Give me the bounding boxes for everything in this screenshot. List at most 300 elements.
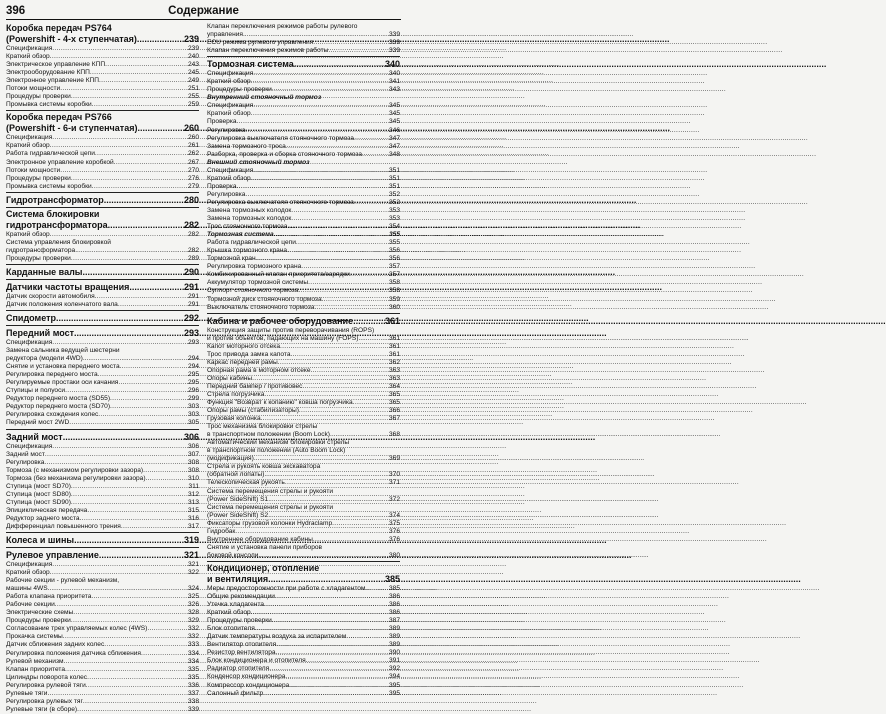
page-header [6,5,401,20]
entry-title: Задний мост [6,450,45,458]
entry-title: Регулировка рулевых тяг [6,697,83,705]
dot-leader [90,69,187,77]
dot-leader [92,183,187,191]
entry-title: Спецификация [207,166,254,174]
toc-entry[interactable] [207,641,400,649]
dot-leader [256,255,388,263]
dot-leader [73,609,187,617]
dot-leader [141,650,187,658]
toc-entry[interactable] [207,279,400,287]
entry-title: Электронное управление коробкой [6,158,114,166]
entry-title: Стрела погрузчика [207,390,265,398]
entry-page-number: 353 [388,206,400,214]
entry-page-number: 341 [388,78,400,86]
entry-title: Общие рекомендации [207,593,275,600]
toc-heading[interactable] [207,59,400,70]
dot-leader [71,499,187,507]
toc-entry[interactable] [6,625,199,633]
toc-entry[interactable] [6,641,199,649]
toc-entry[interactable] [207,183,400,191]
dot-leader [291,207,388,215]
toc-heading[interactable] [207,574,400,585]
entry-page-number: 339 [388,47,400,55]
toc-entry[interactable] [207,512,400,520]
entry-title: ECU режима рулевого управления [207,39,314,47]
toc-heading[interactable] [6,34,199,45]
dot-leader [83,267,183,278]
toc-heading[interactable] [6,313,199,324]
entry-title: Спецификация [207,102,254,110]
entry-page-number: 365 [388,399,400,407]
toc-heading[interactable] [6,328,199,339]
toc-entry[interactable] [6,690,199,698]
toc-entry[interactable] [207,94,400,102]
entry-title: Регулировка [207,126,246,134]
entry-page-number: 333 [187,641,199,649]
entry-page-number: 321 [187,561,199,569]
dot-leader [306,657,388,665]
toc-entry[interactable] [207,151,400,159]
toc-entry[interactable] [6,561,199,569]
entry-page-number: 293 [187,338,199,346]
toc-entry[interactable] [207,304,400,312]
entry-title: Внутреннее оборудование кабины [207,535,313,543]
entry-page-number: 365 [388,390,400,398]
entry-title: Рулевые тяги [6,689,48,697]
entry-title: Капот моторного отсека [207,342,280,350]
dot-leader [235,528,388,536]
toc-entry[interactable] [207,447,400,455]
toc-heading[interactable] [6,23,199,33]
entry-title: (модификация) [207,455,254,463]
toc-entry[interactable] [6,674,199,682]
toc-entry[interactable] [6,475,199,483]
toc-entry[interactable] [6,301,199,309]
toc-entry[interactable] [6,239,199,247]
dot-leader [108,220,183,231]
entry-page-number: 335 [187,673,199,681]
entry-page-number: 267 [187,158,199,166]
toc-entry[interactable] [207,625,400,633]
toc-entry[interactable] [6,403,199,411]
toc-entry[interactable] [6,183,199,191]
toc-entry[interactable] [6,363,199,371]
toc-entry[interactable] [6,347,199,355]
toc-entry[interactable] [207,255,400,263]
entry-title: Потоки мощности [6,166,61,174]
entry-title: Аккумулятор тормозной системы [207,279,309,287]
entry-title: машины 4WS [6,585,48,593]
toc-entry[interactable] [207,423,400,431]
dot-leader [60,85,187,93]
dot-leader [147,625,187,633]
toc-entry[interactable] [6,523,199,531]
toc-entry[interactable] [207,633,400,641]
toc-entry[interactable] [207,585,400,593]
dot-leader [251,609,388,617]
toc-entry[interactable] [207,175,400,183]
toc-entry[interactable] [207,415,400,423]
entry-page-number: 386 [388,601,400,609]
entry-title: Краткий обзор [207,609,251,617]
entry-title: Процедуры проверки [207,86,272,94]
entry-title: Опоры кабины [207,374,253,382]
toc-entry[interactable] [6,247,199,255]
toc-entry[interactable] [207,39,400,47]
toc-entry[interactable] [207,520,400,528]
dot-leader [287,223,388,231]
entry-title: Работа гидравлической цепи [207,239,296,247]
toc-heading[interactable] [6,209,199,219]
entry-page-number: 395 [388,681,400,689]
entry-page-number: 313 [187,498,199,506]
toc-heading[interactable] [6,220,199,231]
toc-entry[interactable] [6,507,199,515]
dot-leader [74,328,183,339]
toc-entry[interactable] [6,569,199,577]
entry-page-number: 356 [388,255,400,263]
entry-page-number: 324 [187,585,199,593]
toc-entry[interactable] [207,223,400,231]
toc-entry[interactable] [207,199,400,207]
toc-entry[interactable] [207,367,400,375]
dot-leader [291,351,388,359]
entry-page-number: 294 [187,363,199,371]
toc-entry[interactable] [207,383,400,391]
toc-entry[interactable] [6,387,199,395]
toc-entry[interactable] [6,443,199,451]
toc-entry[interactable] [6,69,199,77]
entry-title: Карданные валы [6,266,83,277]
entry-title: Радиатор отопителя [207,665,270,673]
dot-leader [272,617,388,625]
entry-title: Опорная рама в моторном отсеке [207,366,311,374]
toc-entry[interactable] [207,31,400,39]
toc-entry[interactable] [207,391,400,399]
dot-leader [83,698,187,706]
dot-leader [44,459,187,467]
dot-leader [52,339,187,347]
entry-title: боковой консоли [207,551,259,559]
entry-title: Регулировка положения датчика сближения [6,649,141,657]
entry-title: Комбинированный клапан приоритета/зарядки [207,271,350,279]
entry-title: гидротрансформатора [6,246,76,254]
entry-page-number: 376 [388,527,400,535]
toc-entry[interactable] [207,471,400,479]
dot-leader [296,239,388,247]
toc-entry[interactable] [207,143,400,151]
toc-entry[interactable] [207,552,400,560]
entry-title: Трос стояночного тормоза [207,223,288,231]
entry-title: Процедуры проверки [6,174,71,182]
toc-entry[interactable] [6,666,199,674]
toc-entry[interactable] [207,673,400,681]
toc-entry[interactable] [6,53,199,61]
toc-entry[interactable] [207,23,400,31]
toc-entry[interactable] [207,359,400,367]
toc-entry[interactable] [6,650,199,658]
entry-title: Процедуры проверки [6,617,71,625]
entry-page-number: 282 [187,246,199,254]
toc-entry[interactable] [207,335,400,343]
entry-title: Замена тормозных колодок [207,215,292,223]
toc-entry[interactable] [207,207,400,215]
toc-entry[interactable] [207,649,400,657]
entry-page-number: 270 [187,166,199,174]
toc-entry[interactable] [6,339,199,347]
entry-title: Меры предосторожности при работе с хладагентом [207,584,366,592]
entry-title: Задний мост [6,431,63,442]
entry-title: Замена сальника ведущей шестерни [6,347,120,355]
toc-entry[interactable] [6,395,199,403]
toc-entry[interactable] [207,110,400,118]
entry-title: Конденсор кондиционера [207,673,286,681]
toc-entry[interactable] [6,451,199,459]
toc-entry[interactable] [207,239,400,247]
toc-entry[interactable] [6,167,199,175]
dot-leader [299,287,388,295]
dot-leader [99,550,183,561]
toc-entry[interactable] [207,544,400,552]
toc-entry[interactable] [207,617,400,625]
toc-entry[interactable] [207,504,400,512]
toc-entry[interactable] [6,682,199,690]
toc-entry[interactable] [207,657,400,665]
toc-entry[interactable] [6,459,199,467]
toc-entry[interactable] [207,665,400,673]
entry-page-number: 279 [187,182,199,190]
toc-entry[interactable] [6,255,199,263]
entry-page-number: 315 [187,506,199,514]
toc-entry[interactable] [207,287,400,295]
toc-entry[interactable] [207,231,400,239]
entry-page-number: 249 [187,77,199,85]
toc-entry[interactable] [207,118,400,126]
toc-entry[interactable] [6,61,199,69]
toc-entry[interactable] [6,609,199,617]
toc-entry[interactable] [207,78,400,86]
toc-entry[interactable] [207,528,400,536]
toc-entry[interactable] [6,293,199,301]
entry-page-number: 347 [388,142,400,150]
entry-page-number: 282 [183,219,199,230]
entry-title: Редуктор переднего моста (SD70) [6,403,111,411]
entry-page-number: 371 [388,479,400,487]
entry-title: Телескопическая рукоять [207,479,285,487]
toc-heading[interactable] [6,123,199,134]
toc-entry[interactable] [207,455,400,463]
toc-entry[interactable] [207,690,400,698]
entry-page-number: 259 [187,101,199,109]
entry-title: Регулировка схождения колес [6,411,99,419]
toc-entry[interactable] [6,101,199,109]
toc-entry[interactable] [6,355,199,363]
entry-title: Спецификация [6,45,53,52]
toc-entry[interactable] [207,439,400,447]
entry-title: редуктора (модели 4WD) [6,355,83,363]
entry-page-number: 262 [187,150,199,158]
entry-title: Цилиндры поворота колес [6,673,88,681]
entry-title: Замена тормозного троса [207,142,286,150]
dot-leader [104,641,187,649]
entry-page-number: 346 [388,126,400,134]
toc-entry[interactable] [207,375,400,383]
toc-entry[interactable] [207,215,400,223]
toc-entry[interactable] [6,658,199,666]
entry-page-number: 303 [187,411,199,419]
entry-title: Электрооборудование КПП [6,69,90,77]
entry-title: Тормозной кран [207,255,256,263]
entry-page-number: 395 [388,689,400,697]
toc-heading[interactable] [207,316,400,327]
dot-leader [71,175,187,183]
entry-page-number: 353 [388,215,400,223]
toc-heading[interactable] [6,267,199,278]
entry-title: Проверка [207,118,237,126]
toc-entry[interactable] [6,175,199,183]
toc-heading[interactable] [207,563,400,573]
toc-entry[interactable] [6,698,199,706]
entry-title: Работа клапана приоритета [6,593,92,601]
toc-section [6,192,199,206]
dot-leader [302,383,388,391]
entry-page-number: 392 [388,665,400,673]
toc-heading[interactable] [6,432,199,443]
entry-page-number: 354 [388,223,400,231]
entry-title: Процедуры проверки [6,254,71,262]
toc-entry[interactable] [207,496,400,504]
entry-page-number: 345 [388,110,400,118]
dot-leader [237,118,388,126]
toc-entry[interactable] [6,77,199,85]
toc-entry[interactable] [6,231,199,239]
entry-page-number: 339 [388,39,400,47]
entry-page-number: 368 [388,431,400,439]
dot-leader [253,102,388,110]
entry-title: Конструкция защиты против переворачивания (ROPS) [207,326,375,334]
toc-entry[interactable] [207,296,400,304]
entry-title: Коробка передач PS764 [6,23,112,33]
entry-title: Тормозная система [207,59,294,70]
toc-entry[interactable] [207,351,400,359]
toc-entry[interactable] [6,85,199,93]
toc-heading[interactable] [6,112,199,122]
toc-entry[interactable] [6,419,199,427]
toc-entry[interactable] [6,706,199,714]
toc-entry[interactable] [6,379,199,387]
toc-entry[interactable] [207,609,400,617]
entry-title: (Power SideShift) S1 [207,495,269,503]
toc-entry[interactable] [6,601,199,609]
entry-page-number: 290 [183,266,199,277]
toc-entry[interactable] [207,479,400,487]
toc-entry[interactable] [207,536,400,544]
toc-entry[interactable] [207,135,400,143]
toc-entry[interactable] [207,593,400,601]
entry-title: Грузовая колонка [207,415,261,423]
toc-entry[interactable] [6,150,199,158]
entry-title: Спецификация [207,70,254,78]
toc-heading[interactable] [6,282,199,293]
toc-heading[interactable] [6,550,199,561]
dot-leader [311,367,388,375]
toc-entry[interactable] [207,159,400,167]
dot-leader [269,665,388,673]
entry-title: Спецификация [6,134,53,142]
toc-entry[interactable] [6,577,199,585]
entry-title: Система управления блокировкой [6,238,111,246]
dot-leader [71,483,188,491]
toc-entry[interactable] [207,488,400,496]
entry-page-number: 343 [388,86,400,94]
dot-leader [299,407,388,415]
entry-page-number: 374 [388,511,400,519]
dot-leader [98,371,187,379]
toc-entry[interactable] [207,601,400,609]
toc-entry[interactable] [207,191,400,199]
toc-entry[interactable] [207,343,400,351]
entry-title: Регулируемые простаки оси качания [6,379,119,387]
entry-title: Клапан переключения режимов работы [207,47,329,55]
entry-title: Коробка передач PS766 [6,112,112,123]
toc-entry[interactable] [6,467,199,475]
toc-entry[interactable] [207,167,400,175]
entry-title: Трос механизма блокировки стрелы [207,423,318,431]
dot-leader [48,585,187,593]
toc-entry[interactable] [207,399,400,407]
toc-entry[interactable] [207,327,400,335]
entry-page-number: 363 [388,374,400,382]
toc-entry[interactable] [207,47,400,55]
toc-entry[interactable] [207,127,400,135]
dot-leader [314,304,388,312]
entry-page-number: 296 [187,387,199,395]
entry-title: Краткий обзор [207,174,251,182]
entry-title: Суппорт стояночного тормоза [207,287,299,295]
toc-entry[interactable] [6,617,199,625]
entry-title: Система перемещения стрелы и рукояти [207,503,334,511]
toc-entry[interactable] [6,159,199,167]
toc-entry[interactable] [6,585,199,593]
entry-page-number: 358 [388,279,400,287]
toc-entry[interactable] [6,499,199,507]
toc-entry[interactable] [207,682,400,690]
entry-title: Краткий обзор [6,230,50,238]
toc-entry[interactable] [6,515,199,523]
dot-leader [268,496,388,504]
toc-entry[interactable] [6,483,199,491]
entry-page-number: 260 [187,134,199,142]
entry-page-number: 356 [388,247,400,255]
entry-title: Потоки мощности [6,85,61,93]
toc-entry[interactable] [6,45,199,53]
toc-entry[interactable] [6,371,199,379]
entry-title: Работа гидравлической цепи [6,150,95,158]
entry-title: Редуктор заднего моста [6,514,80,522]
entry-title: Датчики частоты вращения [6,281,130,292]
dot-leader [322,296,388,304]
toc-heading[interactable] [6,535,199,546]
toc-entry[interactable] [6,491,199,499]
entry-page-number: 385 [388,584,400,592]
entry-page-number: 394 [388,673,400,681]
entry-page-number: 310 [187,474,199,482]
dot-leader [137,123,183,134]
toc-heading[interactable] [6,195,199,206]
dot-leader [55,601,187,609]
toc-entry[interactable] [207,407,400,415]
dot-leader [287,247,388,255]
